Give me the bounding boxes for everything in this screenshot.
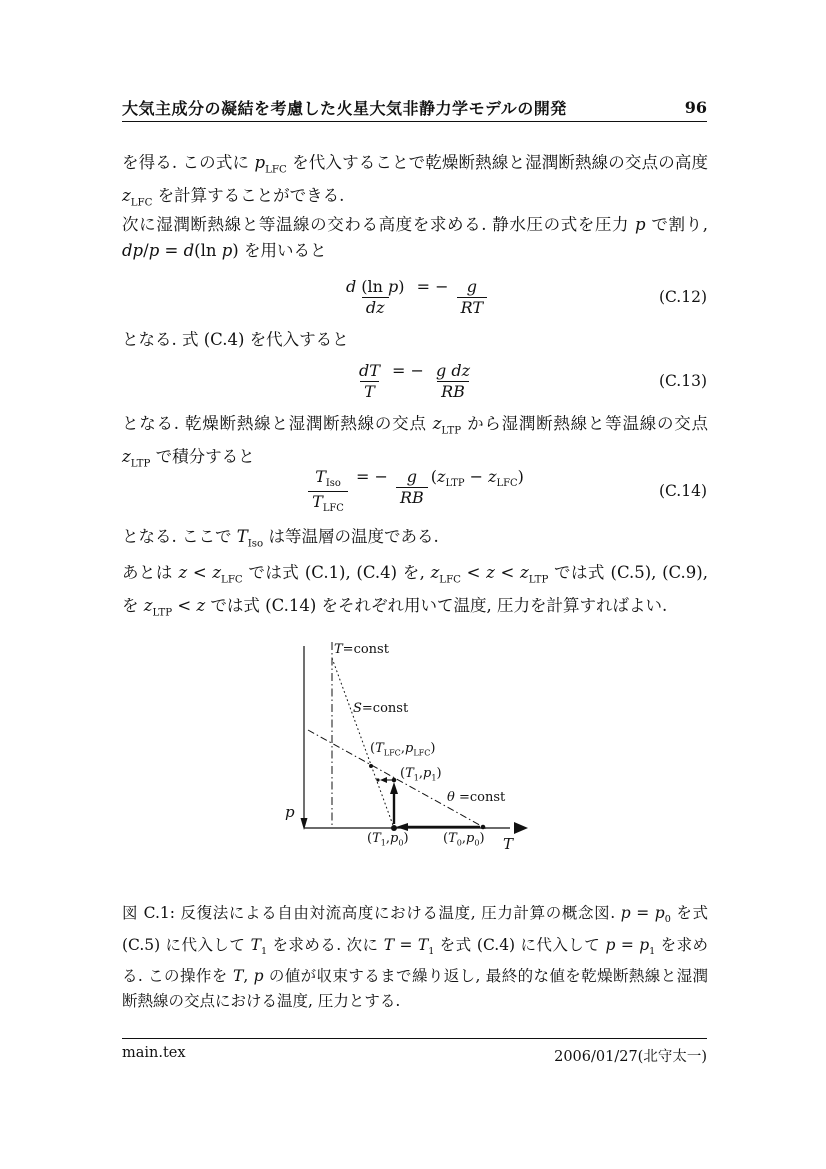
figure-c1-caption: 図 C.1: 反復法による自由対流高度における温度, 圧力計算の概念図. $p = p_0$ を式 (C.5) に代入して $T_1$ を求める. 次に $T = T_1$ を式 (C.4) に代入して $p = p_1$ を求める. この操作を T, p の値が収束するまで繰り返し, 最終的な値を乾燥断熱線と湿潤断熱線の交点における温度, 圧力とする. — [122, 904, 709, 1010]
label-t-const: T=const — [334, 642, 389, 657]
figure-c1 — [280, 638, 535, 876]
footer-rule — [122, 1038, 707, 1039]
equation-c12-label: (C.12) — [658, 288, 707, 306]
paragraph-1: を得る. この式に $p_{LFC}$ を代入することで乾燥断熱線と湿潤断熱線の交点の高度 $z_{LFC}$ を計算することができる. — [122, 153, 708, 209]
equation-c13-math: $\frac{dT}{T}$ = − $\frac{\text{g dz}}{RB}$ — [359, 360, 470, 401]
point-tlfc-plfc — [369, 764, 373, 768]
iteration-arrow-horizontal-head-icon — [396, 823, 408, 831]
footer-filename: main.tex — [122, 1045, 186, 1061]
point-t1-p1 — [392, 778, 397, 783]
t-axis-label: T — [503, 835, 514, 853]
equation-c12-math: $\frac{\text{d (ln p)}}{dz}$ = − $\frac{g}{RT}$ — [339, 277, 490, 318]
equation-c14-math: $\frac{T_{Iso}}{T_{LFC}}$ = − $\frac{g}{RB}$ $(z_{LTP} - z_{LFC})$ — [305, 467, 524, 515]
equation-c13 — [122, 356, 707, 406]
paragraph-5: となる. ここで $T_{Iso}$ は等温層の温度である. — [122, 527, 439, 550]
equation-c14 — [122, 466, 707, 516]
equation-c12 — [122, 272, 707, 322]
paragraph-2: 次に湿潤断熱線と等温線の交わる高度を求める. 静水圧の式を圧力 p で割り, dp/p = d(ln p) を用いると — [122, 215, 708, 260]
equation-c14-label: (C.14) — [658, 482, 707, 500]
paragraph-4: となる. 乾燥断熱線と湿潤断熱線の交点 $z_{LTP}$ から湿潤断熱線と等温線の交点 $z_{LTP}$ で積分すると — [122, 414, 708, 470]
label-theta-const: θ =const — [447, 790, 506, 805]
paragraph-3: となる. 式 (C.4) を代入すると — [122, 330, 349, 349]
page-footer — [122, 1045, 707, 1066]
footer-date-author: 2006/01/27(北守太一) — [554, 1049, 707, 1065]
label-point-t1-p1: $(T_1,p_1)$ — [400, 766, 442, 783]
point-on-s-const — [376, 778, 379, 781]
iteration-arrow-vertical-head-icon — [390, 782, 398, 794]
paragraph-6: あとは $z < z_{LFC}$ では式 (C.1), (C.4) を, $z_{LFC} < z < z_{LTP}$ では式 (C.5), (C.9), を $z_{LTP} < z$ では式 (C.14) をそれぞれ用いて温度, 圧力を計算すればよい. — [122, 563, 708, 619]
label-point-tlfc-plfc: $(T_{LFC},p_{LFC})$ — [370, 741, 436, 758]
label-s-const: S=const — [353, 701, 409, 716]
t-axis-arrowhead-icon — [514, 822, 528, 834]
equation-c13-label: (C.13) — [658, 372, 707, 390]
label-point-t1-p0: $(T_1,p_0)$ — [367, 831, 409, 848]
label-point-t0-p0: $(T_0,p_0)$ — [443, 831, 485, 848]
small-arrow-head-icon — [380, 777, 387, 783]
p-axis-label: p — [285, 803, 295, 821]
page-number: 96 — [684, 98, 707, 117]
running-title: 大気主成分の凝結を考慮した火星大気非静力学モデルの開発 — [122, 99, 567, 118]
point-t0-p0 — [481, 825, 486, 830]
header-rule — [122, 121, 707, 122]
